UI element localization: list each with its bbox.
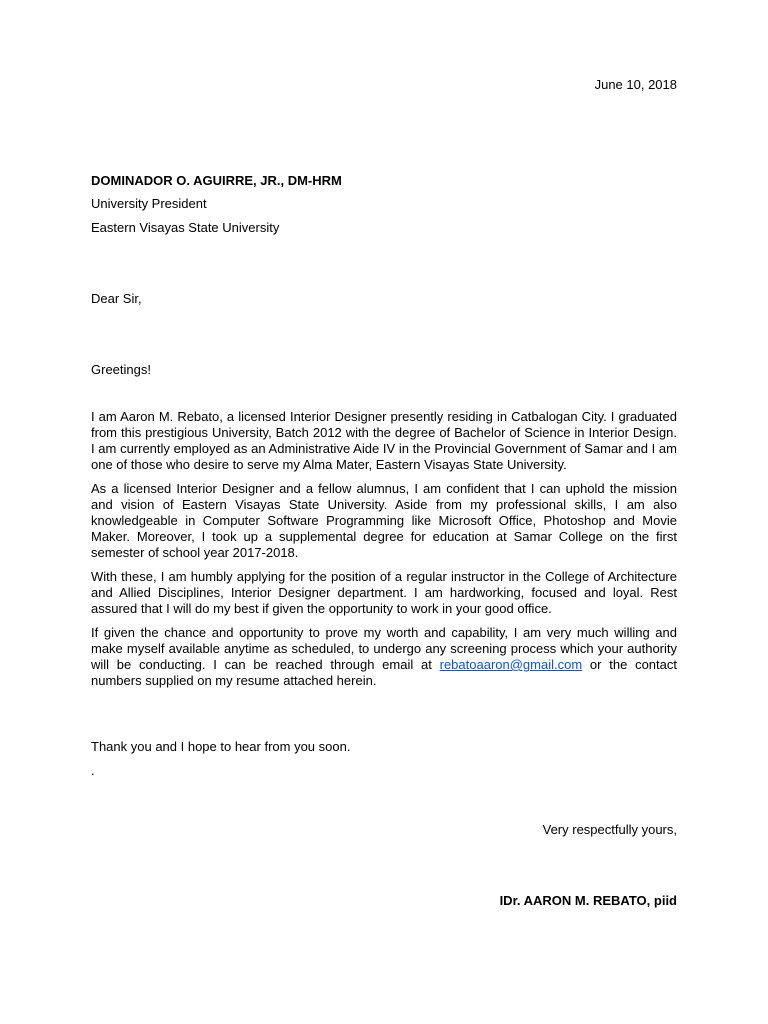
salutation: Dear Sir,	[91, 291, 142, 306]
body-paragraph-3: With these, I am humbly applying for the position of a regular instructor in the College of Architecture and Allied Disciplines, Interior Designer department. I am hardworking, focused and loyal. Rest assured that I will do my best if given the opportunity to work in your good office.	[91, 569, 677, 616]
signature-name: IDr. AARON M. REBATO, piid	[499, 893, 677, 908]
body-paragraph-1: I am Aaron M. Rebato, a licensed Interior Designer presently residing in Catbalogan City. I graduated from this prestigious University, Batch 2012 with the degree of Bachelor of Science in Interior Design. I am currently employed as an Administrative Aide IV in the Provincial Government of Samar and I am one of those who desire to serve my Alma Mater, Eastern Visayas State University.	[91, 409, 677, 472]
closing: Very respectfully yours,	[542, 822, 677, 837]
greeting: Greetings!	[91, 362, 151, 377]
paragraph-4-text-end: or the contact numbers supplied on my resume attached herein.	[91, 657, 677, 688]
email-link[interactable]: rebatoaaron@gmail.com	[439, 657, 583, 672]
recipient-organization: Eastern Visayas State University	[91, 220, 280, 235]
letter-date: June 10, 2018	[594, 77, 677, 92]
recipient-name: DOMINADOR O. AGUIRRE, JR., DM-HRM	[91, 173, 342, 188]
letter-body	[91, 409, 677, 697]
thank-you-line: Thank you and I hope to hear from you soon.	[91, 739, 351, 754]
stray-period: .	[91, 763, 95, 778]
body-paragraph-4	[91, 625, 677, 689]
body-paragraph-2: As a licensed Interior Designer and a fellow alumnus, I am confident that I can uphold the mission and vision of Eastern Visayas State University. Aside from my professional skills, I am also knowledgeable in Computer Software Programming like Microsoft Office, Photoshop and Movie Maker. Moreover, I took up a supplemental degree for education at Samar College on the first semester of school year 2017-2018.	[91, 481, 677, 560]
paragraph-4-text-start: If given the chance and opportunity to prove my worth and capability, I am very much willing and make myself available anytime as scheduled, to undergo any screening process which your authority will be conducting. I can be reached through email at	[91, 625, 677, 672]
recipient-title: University President	[91, 196, 207, 211]
